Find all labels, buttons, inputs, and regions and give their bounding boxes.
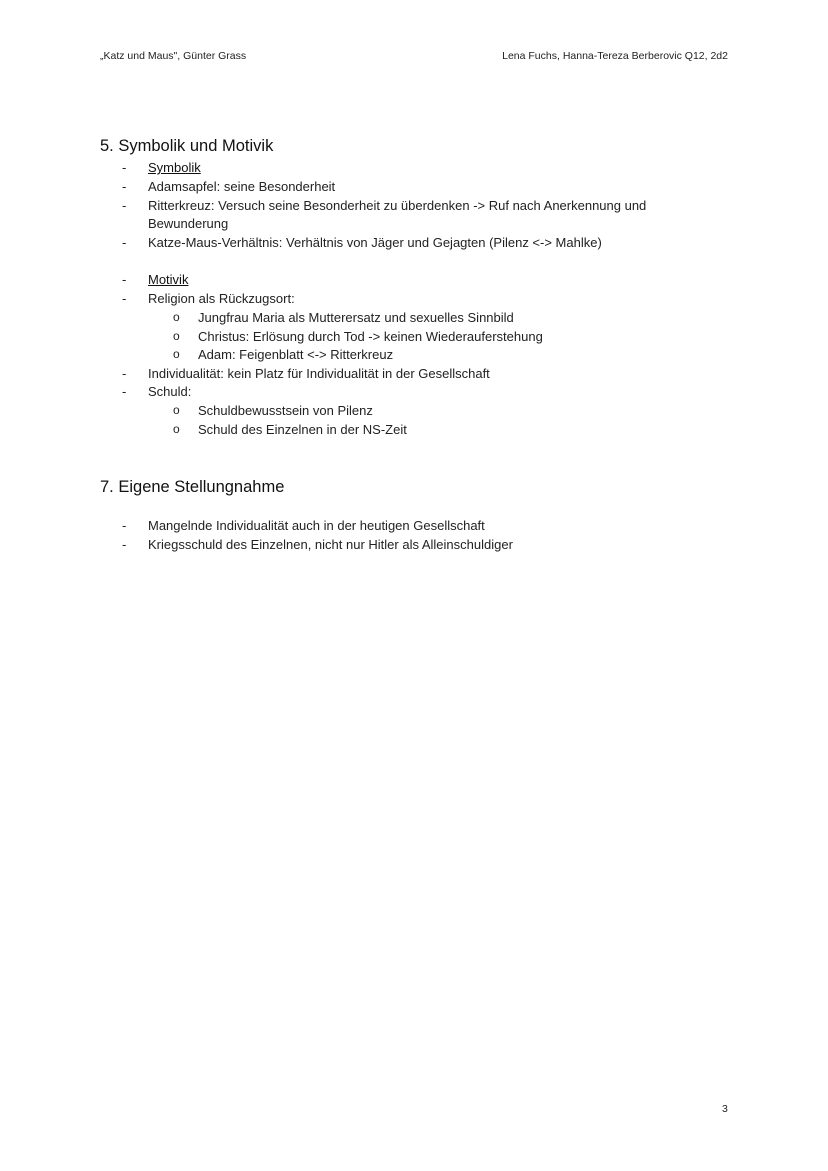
list-item-text: Schuld: [148, 384, 192, 399]
circle-marker: o [173, 422, 180, 436]
list-item [0, 196, 828, 215]
sub-list-item [0, 401, 828, 420]
sub-list-item-text: Christus: Erlösung durch Tod -> keinen Wiederauferstehung [198, 329, 543, 344]
dash-marker: - [122, 235, 127, 250]
sub-list-item [0, 327, 828, 346]
dash-marker: - [122, 518, 127, 533]
circle-marker: o [173, 329, 180, 343]
list-item-continuation [0, 214, 828, 233]
list-item [0, 233, 828, 252]
header-authors: Lena Fuchs, Hanna-Tereza Berberovic Q12, 2d2 [502, 50, 728, 62]
dash-marker: - [122, 160, 127, 175]
circle-marker: o [173, 403, 180, 417]
list-item-text: Kriegsschuld des Einzelnen, nicht nur Hitler als Alleinschuldiger [148, 537, 513, 552]
list-item-text: Katze-Maus-Verhältnis: Verhältnis von Jäger und Gejagten (Pilenz <-> Mahlke) [148, 235, 602, 250]
list-item-text: Bewunderung [148, 216, 229, 231]
list-item-text: Religion als Rückzugsort: [148, 291, 295, 306]
sub-list-item [0, 345, 828, 364]
section-title-stellungnahme: 7. Eigene Stellungnahme [100, 478, 285, 496]
section-title-symbolik-motivik: 5. Symbolik und Motivik [100, 137, 274, 155]
list-item [0, 364, 828, 383]
list-item [0, 516, 828, 535]
sub-list-item [0, 308, 828, 327]
symbolik-label: Symbolik [148, 160, 201, 175]
dash-marker: - [122, 179, 127, 194]
list-item [0, 535, 828, 554]
circle-marker: o [173, 310, 180, 324]
sub-list-item-text: Jungfrau Maria als Mutterersatz und sexuelles Sinnbild [198, 310, 514, 325]
list-item-symbolik-label [0, 158, 828, 177]
sub-list-item-text: Adam: Feigenblatt <-> Ritterkreuz [198, 347, 394, 362]
sub-list-item [0, 420, 828, 439]
motivik-label: Motivik [148, 272, 189, 287]
list-item [0, 382, 828, 401]
circle-marker: o [173, 347, 180, 361]
page-number: 3 [722, 1103, 728, 1115]
sub-list-item-text: Schuld des Einzelnen in der NS-Zeit [198, 422, 407, 437]
dash-marker: - [122, 198, 127, 213]
list-item-text: Adamsapfel: seine Besonderheit [148, 179, 336, 194]
list-item-text: Individualität: kein Platz für Individualität in der Gesellschaft [148, 366, 490, 381]
dash-marker: - [122, 384, 127, 399]
sub-list-item-text: Schuldbewusstsein von Pilenz [198, 403, 373, 418]
list-item [0, 289, 828, 308]
list-item-motivik-label [0, 270, 828, 289]
dash-marker: - [122, 272, 127, 287]
list-item-text: Ritterkreuz: Versuch seine Besonderheit zu überdenken -> Ruf nach Anerkennung und [148, 198, 647, 213]
dash-marker: - [122, 537, 127, 552]
header-title: „Katz und Maus", Günter Grass [100, 50, 247, 62]
list-item-text: Mangelnde Individualität auch in der heutigen Gesellschaft [148, 518, 485, 533]
page-header [100, 50, 728, 64]
list-item [0, 177, 828, 196]
dash-marker: - [122, 291, 127, 306]
dash-marker: - [122, 366, 127, 381]
